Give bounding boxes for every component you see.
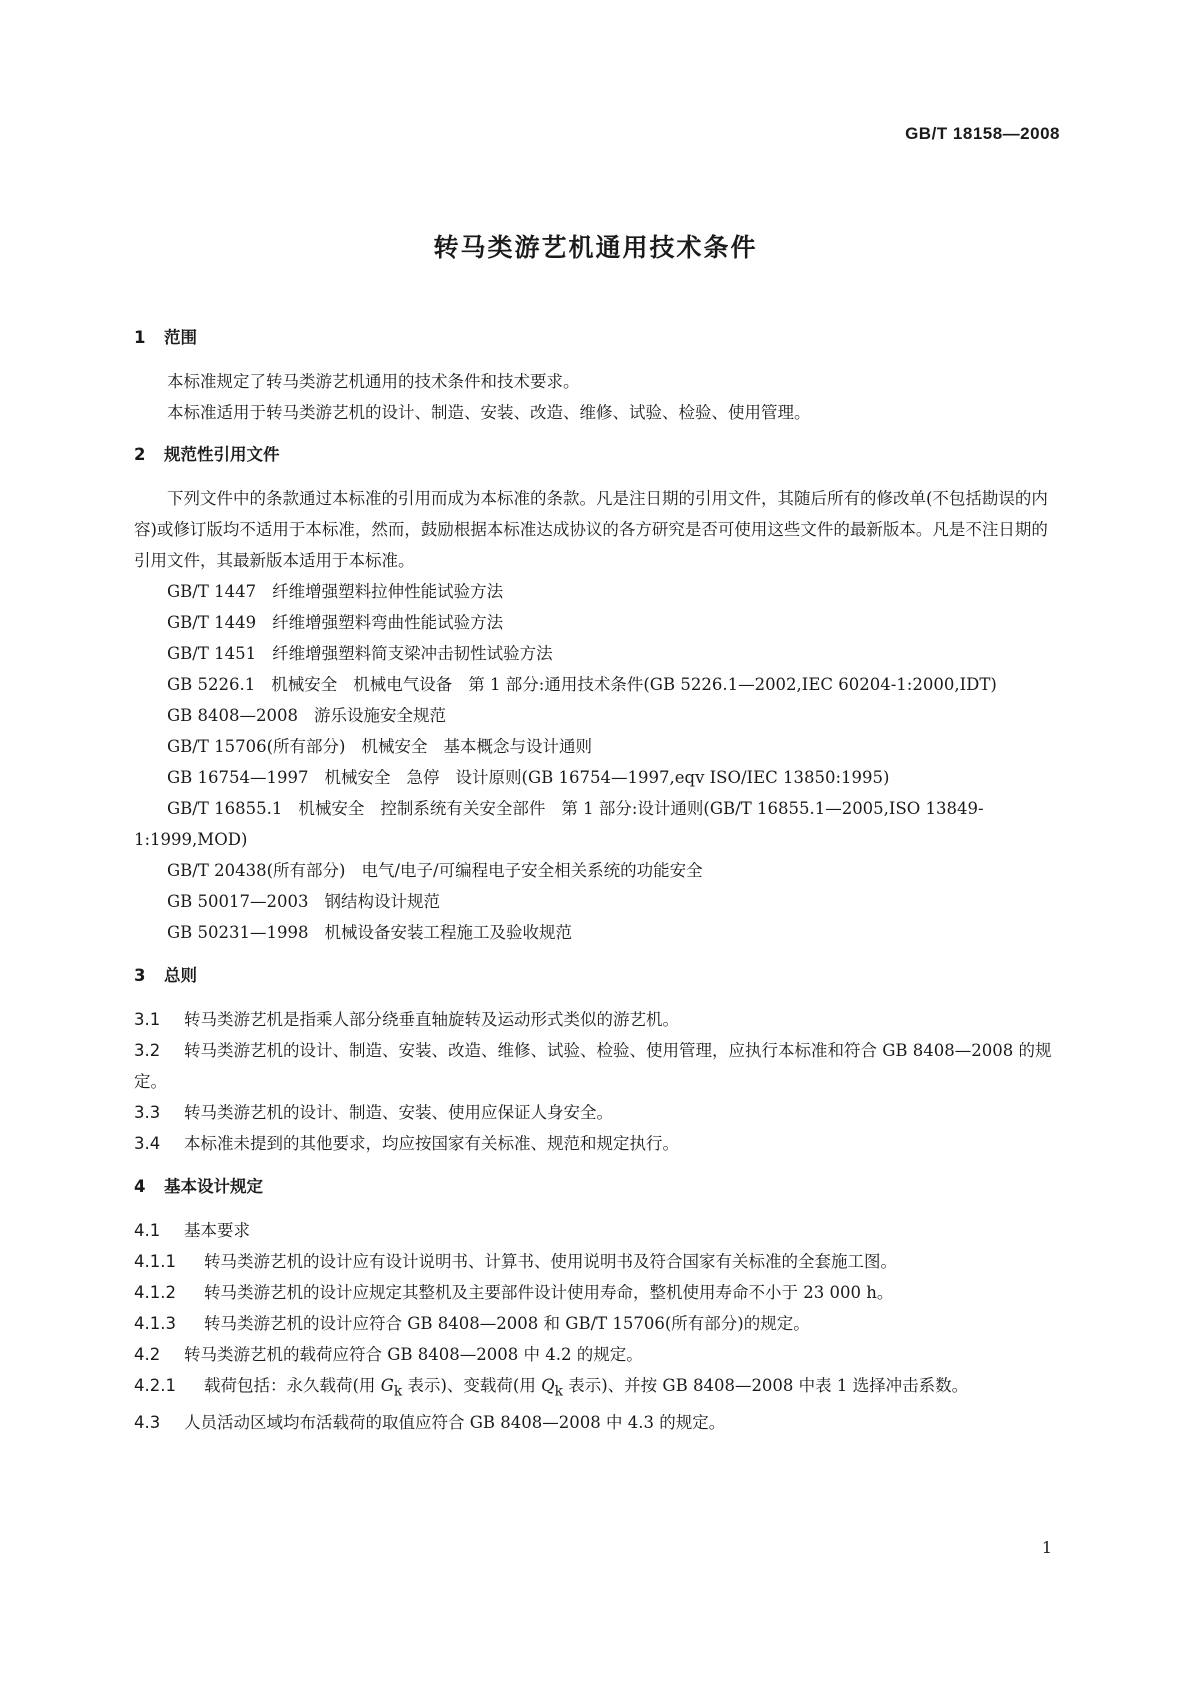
reference-part: 急停 [406, 768, 440, 787]
paragraph: 下列文件中的条款通过本标准的引用而成为本标准的条款。凡是注日期的引用文件，其随后所有的修改单(不包括勘误的内容)或修订版均不适用于本标准，然而，鼓励根据本标准达成协议的各方研究是否可使用这些文件的最新版本。凡是不注日期的引用文件，其最新版本适用于本标准。 [134, 489, 1048, 570]
reference-code: GB/T 1449 [167, 613, 257, 632]
clause [134, 1035, 1060, 1097]
reference-title: 第 1 部分:设计通则(GB/T 16855.1—2005,ISO 13849-1:1999,MOD) [134, 799, 984, 849]
reference-code: GB 50231—1998 [167, 923, 309, 942]
clause-number: 4.1.3 [134, 1314, 176, 1333]
reference-part: 控制系统有关安全部件 [380, 799, 546, 818]
section-number: 1 [134, 328, 146, 347]
reference-item [134, 917, 1060, 948]
section-heading-4 [134, 1171, 1060, 1202]
clause-text: 转马类游艺机的设计、制造、安装、改造、维修、试验、检验、使用管理，应执行本标准和符合 GB 8408—2008 的规定。 [134, 1041, 1052, 1091]
section-title: 基本设计规定 [164, 1177, 263, 1196]
reference-code: GB 8408—2008 [167, 706, 299, 725]
clause-text: 转马类游艺机的载荷应符合 GB 8408—2008 中 4.2 的规定。 [184, 1345, 643, 1364]
clause-number: 3.4 [134, 1134, 161, 1153]
symbol-g: G [380, 1376, 394, 1395]
reference-code: GB 50017—2003 [167, 892, 309, 911]
reference-code: GB/T 20438(所有部分) [167, 861, 346, 880]
clause [134, 1407, 1060, 1438]
reference-code: GB 16754—1997 [167, 768, 309, 787]
clause [134, 1308, 1060, 1339]
reference-item [134, 731, 1060, 762]
reference-title: 电气/电子/可编程电子安全相关系统的功能安全 [361, 861, 703, 880]
clause [134, 1339, 1060, 1370]
symbol-q: Q [541, 1376, 555, 1395]
section-heading-1 [134, 322, 1060, 353]
reference-item [134, 793, 1060, 855]
reference-code: GB/T 15706(所有部分) [167, 737, 346, 756]
reference-item [134, 700, 1060, 731]
clause-text: 转马类游艺机的设计应符合 GB 8408—2008 和 GB/T 15706(所有部分)的规定。 [204, 1314, 810, 1333]
reference-item [134, 638, 1060, 669]
section-heading-2 [134, 439, 1060, 470]
clause-text: 本标准未提到的其他要求，均应按国家有关标准、规范和规定执行。 [184, 1134, 679, 1153]
clause [134, 1246, 1060, 1277]
section-title: 总则 [164, 966, 197, 985]
reference-part: 机械安全 [298, 799, 365, 818]
clause-text: 转马类游艺机的设计应规定其整机及主要部件设计使用寿命，整机使用寿命不小于 23 000 h。 [204, 1283, 894, 1302]
paragraph: 本标准适用于转马类游艺机的设计、制造、安装、改造、维修、试验、检验、使用管理。 [167, 403, 811, 422]
symbol-q-subscript: k [554, 1383, 563, 1400]
section-number: 3 [134, 966, 146, 985]
clause-text-part: 表示)、并按 GB 8408—2008 中表 1 选择冲击系数。 [562, 1376, 969, 1395]
section-number: 2 [134, 445, 146, 464]
section-heading-3 [134, 960, 1060, 991]
clause-number: 3.3 [134, 1103, 161, 1122]
reference-title: 基本概念与设计通则 [443, 737, 592, 756]
clause-text-part: 表示)、变载荷(用 [402, 1376, 542, 1395]
clause-number: 3.1 [134, 1010, 161, 1029]
reference-item [134, 576, 1060, 607]
page-number: 1 [1041, 1538, 1052, 1557]
clause [134, 1097, 1060, 1128]
clause-text: 转马类游艺机是指乘人部分绕垂直轴旋转及运动形式类似的游艺机。 [184, 1010, 679, 1029]
clause [134, 1370, 1060, 1407]
reference-title: 机械设备安装工程施工及验收规范 [324, 923, 573, 942]
clause-text: 转马类游艺机的设计应有设计说明书、计算书、使用说明书及符合国家有关标准的全套施工图。 [204, 1252, 897, 1271]
paragraph: 本标准规定了转马类游艺机通用的技术条件和技术要求。 [167, 372, 580, 391]
clause-number: 4.2 [134, 1345, 161, 1364]
reference-code: GB/T 16855.1 [167, 799, 283, 818]
reference-title: 纤维增强塑料弯曲性能试验方法 [272, 613, 504, 632]
reference-title: 第 1 部分:通用技术条件(GB 5226.1—2002,IEC 60204-1:2000,IDT) [468, 675, 997, 694]
clause-text: 人员活动区域均布活载荷的取值应符合 GB 8408—2008 中 4.3 的规定。 [184, 1413, 726, 1433]
clause-number: 4.1.2 [134, 1283, 176, 1302]
clause [134, 1277, 1060, 1308]
clause-number: 4.3 [134, 1413, 161, 1433]
clause-number: 4.1 [134, 1221, 161, 1240]
clause [134, 1215, 1060, 1246]
reference-item [134, 669, 1060, 700]
reference-code: GB/T 1447 [167, 582, 257, 601]
section-number: 4 [134, 1177, 146, 1196]
clause-text: 转马类游艺机的设计、制造、安装、使用应保证人身安全。 [184, 1103, 613, 1122]
clause-number: 4.1.1 [134, 1252, 176, 1271]
clause-number: 4.2.1 [134, 1376, 176, 1395]
standard-code: GB/T 18158—2008 [905, 124, 1060, 143]
reference-part: 机械电气设备 [353, 675, 453, 694]
clause [134, 1004, 1060, 1035]
reference-title: 设计原则(GB 16754—1997,eqv ISO/IEC 13850:1995) [455, 768, 890, 787]
reference-part: 机械安全 [271, 675, 338, 694]
section-title: 范围 [164, 328, 197, 347]
section-title: 规范性引用文件 [164, 445, 280, 464]
reference-part: 机械安全 [361, 737, 428, 756]
clause-text-part: 载荷包括：永久载荷(用 [204, 1376, 381, 1395]
document-title: 转马类游艺机通用技术条件 [433, 233, 758, 262]
reference-title: 纤维增强塑料简支梁冲击韧性试验方法 [272, 644, 553, 663]
reference-title: 游乐设施安全规范 [314, 706, 447, 725]
reference-item [134, 855, 1060, 886]
clause [134, 1128, 1060, 1159]
reference-code: GB 5226.1 [167, 675, 256, 694]
clause-number: 3.2 [134, 1041, 161, 1060]
document-body [134, 322, 1060, 1438]
symbol-g-subscript: k [393, 1383, 403, 1400]
reference-item [134, 762, 1060, 793]
reference-title: 纤维增强塑料拉伸性能试验方法 [272, 582, 504, 601]
reference-item [134, 607, 1060, 638]
reference-title: 钢结构设计规范 [324, 892, 441, 911]
reference-item [134, 886, 1060, 917]
reference-code: GB/T 1451 [167, 644, 257, 663]
clause-text: 基本要求 [184, 1221, 250, 1240]
reference-part: 机械安全 [324, 768, 391, 787]
